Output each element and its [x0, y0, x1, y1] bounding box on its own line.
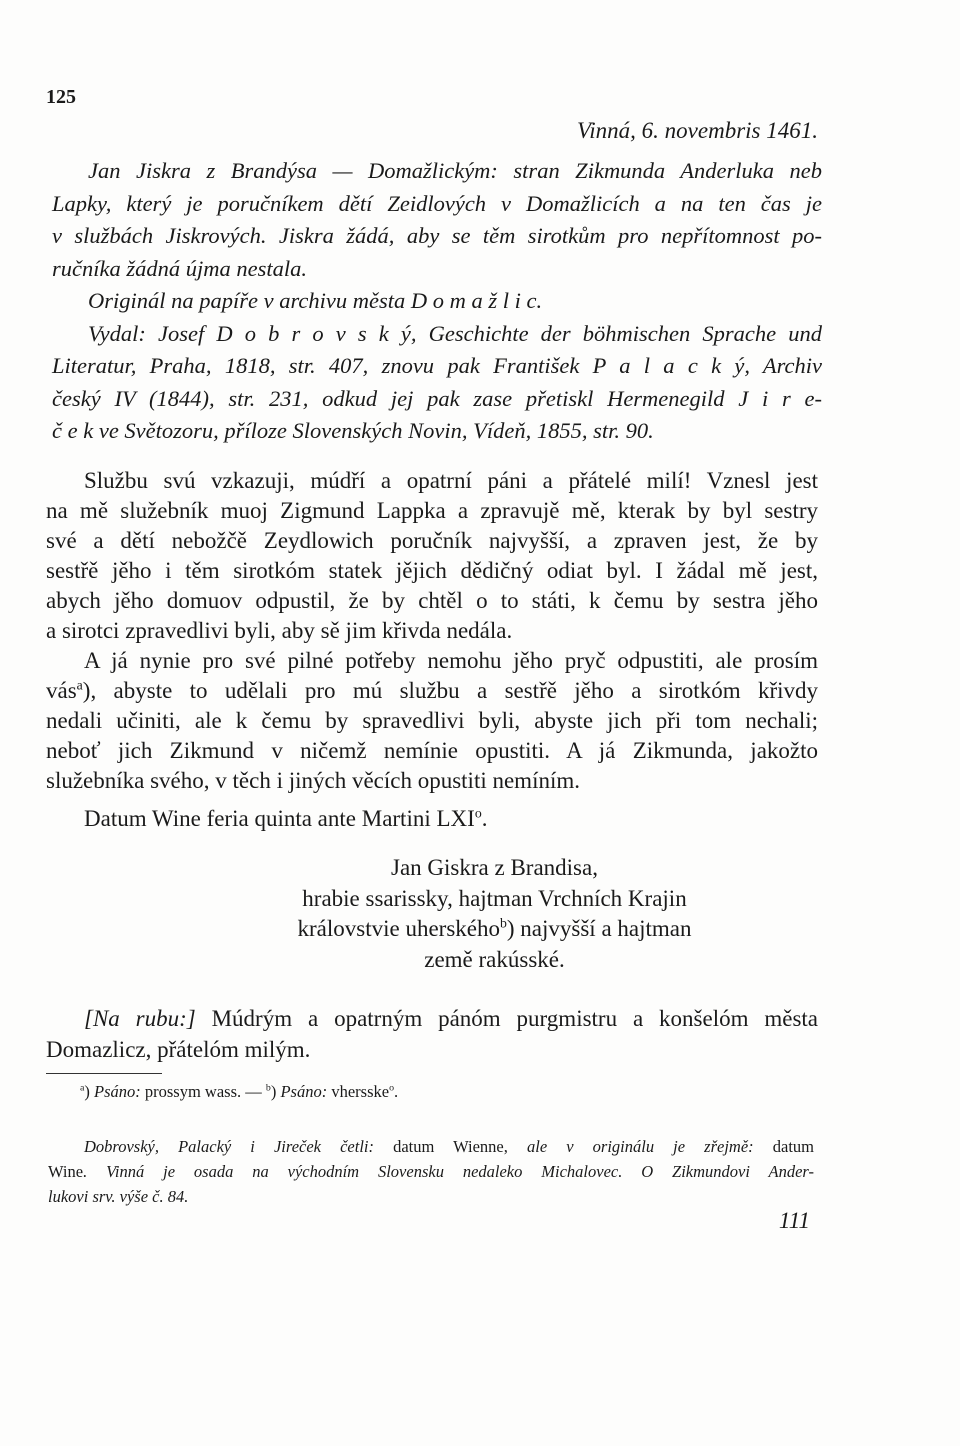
body-line: sestřě jěho i těm sirotkóm statek jějich dědičný odiat byl. I žádal mě jest, — [46, 558, 818, 583]
note-italic: Dobrovský, Palacký i Jireček četli: — [84, 1137, 374, 1156]
edition-line: Vydal: Josef D o b r o v s k ý, Geschichte der böhmischen Sprache und — [88, 320, 822, 346]
footnote-a-mark: a — [80, 1082, 85, 1094]
footnote-b-text: vhersske — [327, 1082, 390, 1101]
footnote-a-label: Psáno: — [94, 1082, 141, 1101]
regest-line: v službách Jiskrových. Jiskra žádá, aby se těm sirotkům pro nepřítomnost po- — [52, 223, 822, 248]
footnote-rule — [46, 1073, 162, 1074]
footnote-b-end: . — [394, 1082, 399, 1101]
body-line: a sirotci zpravedlivi byli, aby sě jim křivda nedála. — [46, 618, 513, 643]
body-line: služebníka svého, v těch i jiných věcích opustiti nemíním. — [46, 768, 580, 793]
verso-address — [46, 1003, 818, 1065]
verso-label: [Na rubu:] — [84, 1006, 196, 1031]
signature-text: královstvie uherského — [297, 916, 500, 941]
body-line: na mě služebník muoj Zigmund Lappka a zpravujě mě, kterak by byl sestry — [46, 498, 818, 523]
note-text: Wine — [48, 1162, 84, 1181]
datum-end: . — [481, 806, 488, 831]
note-text: datum — [753, 1137, 814, 1156]
page-number: 111 — [778, 1208, 810, 1233]
regest-line: Lapky, který je poručníkem dětí Zeidlových v Domažlicích a na ten čas je — [52, 190, 822, 216]
regest-line: ručníka žádná újma nestala. — [52, 255, 307, 281]
letter-body — [46, 466, 818, 834]
note-italic: lukovi srv. výše č. 84. — [48, 1187, 189, 1206]
signature-line: země rakússké. — [424, 946, 565, 972]
datum-superscript: o — [474, 805, 482, 821]
signature-text: ) najvyšší a hajtman — [506, 916, 692, 941]
verso-line: Domazlicz, přátelóm milým. — [46, 1037, 311, 1062]
editorial-note — [48, 1134, 814, 1209]
body-text: ), abyste to udělali pro mú službu a sestřě jěho a sirotkóm křivdy — [82, 678, 818, 703]
datum-line — [46, 804, 818, 834]
body-line: A já nynie pro své pilné potřeby nemohu jěho pryč odpustiti, ale prosím — [84, 648, 818, 673]
signature-line: hrabie ssarissky, hajtman Vrchních Krajin — [302, 885, 687, 911]
verso-text: Múdrým a opatrným pánóm purgmistru a konšelóm města — [195, 1006, 818, 1031]
dateline: Vinná, 6. novembris 1461. — [576, 118, 818, 143]
signature-line-with-footnote-b — [272, 914, 717, 945]
note-italic: ale v originálu je zřejmě: — [526, 1137, 754, 1156]
body-text: vás — [46, 678, 77, 703]
edition-line: český IV (1844), str. 231, odkud jej pak zase přetiskl Hermenegild J i r e- — [52, 385, 822, 411]
edition-line: č e k ve Světozoru, příloze Slovenských Novin, Vídeň, 1855, str. 90. — [52, 418, 654, 443]
note-italic: . Vinná je osada na východním Slovensku nedaleko Michalovec. O Zikmundovi Ander- — [83, 1162, 814, 1181]
body-line: neboť jich Zikmund v ničemž nemínie opustiti. A já Zikmunda, jakožto — [46, 738, 818, 763]
note-text: datum Wienne, — [373, 1137, 527, 1156]
footnote-b-sup: o — [389, 1082, 395, 1094]
footnote-b-mark: b — [265, 1082, 271, 1094]
footnote-mark-a: a — [76, 677, 83, 693]
original-source-line: Originál na papíře v archivu města D o m a ž l i c. — [88, 288, 543, 313]
footnote-b-label: Psáno: — [280, 1082, 328, 1101]
document-number: 125 — [46, 86, 76, 108]
body-line: abych jěho domuov odpustil, že by chtěl o to státi, k čemu by sestra jěho — [46, 588, 818, 613]
footnote-a-text: prossym wass. — — [140, 1082, 266, 1101]
footnote-mark-b: b — [499, 915, 507, 931]
edition-line: Literatur, Praha, 1818, str. 407, znovu pak František P a l a c k ý, Archiv — [52, 353, 822, 378]
body-line: své a dětí nebožčě Zeydlowich poručník najvyšší, a zpraven jest, že by — [46, 528, 818, 553]
regest-line: Jan Jiskra z Brandýsa — Domažlickým: stran Zikmunda Anderluka neb — [88, 158, 822, 183]
signature-block — [272, 853, 717, 975]
datum-text: Datum Wine feria quinta ante Martini LXI — [84, 806, 475, 831]
body-line-with-footnote-a — [46, 676, 818, 706]
signature-line: Jan Giskra z Brandisa, — [391, 855, 598, 880]
body-line: Službu svú vzkazuji, múdří a opatrní páni a přátelé milí! Vznesl jest — [84, 468, 818, 493]
regest-block — [52, 155, 822, 448]
footnotes: $^a$) Psáno: prossym wass. — $^b$) Psáno: vhersske$^o$. — [80, 1082, 399, 1101]
body-line: nedali učiniti, ale k čemu by spravedlivi byli, abyste jich při tom nechali; — [46, 708, 818, 733]
